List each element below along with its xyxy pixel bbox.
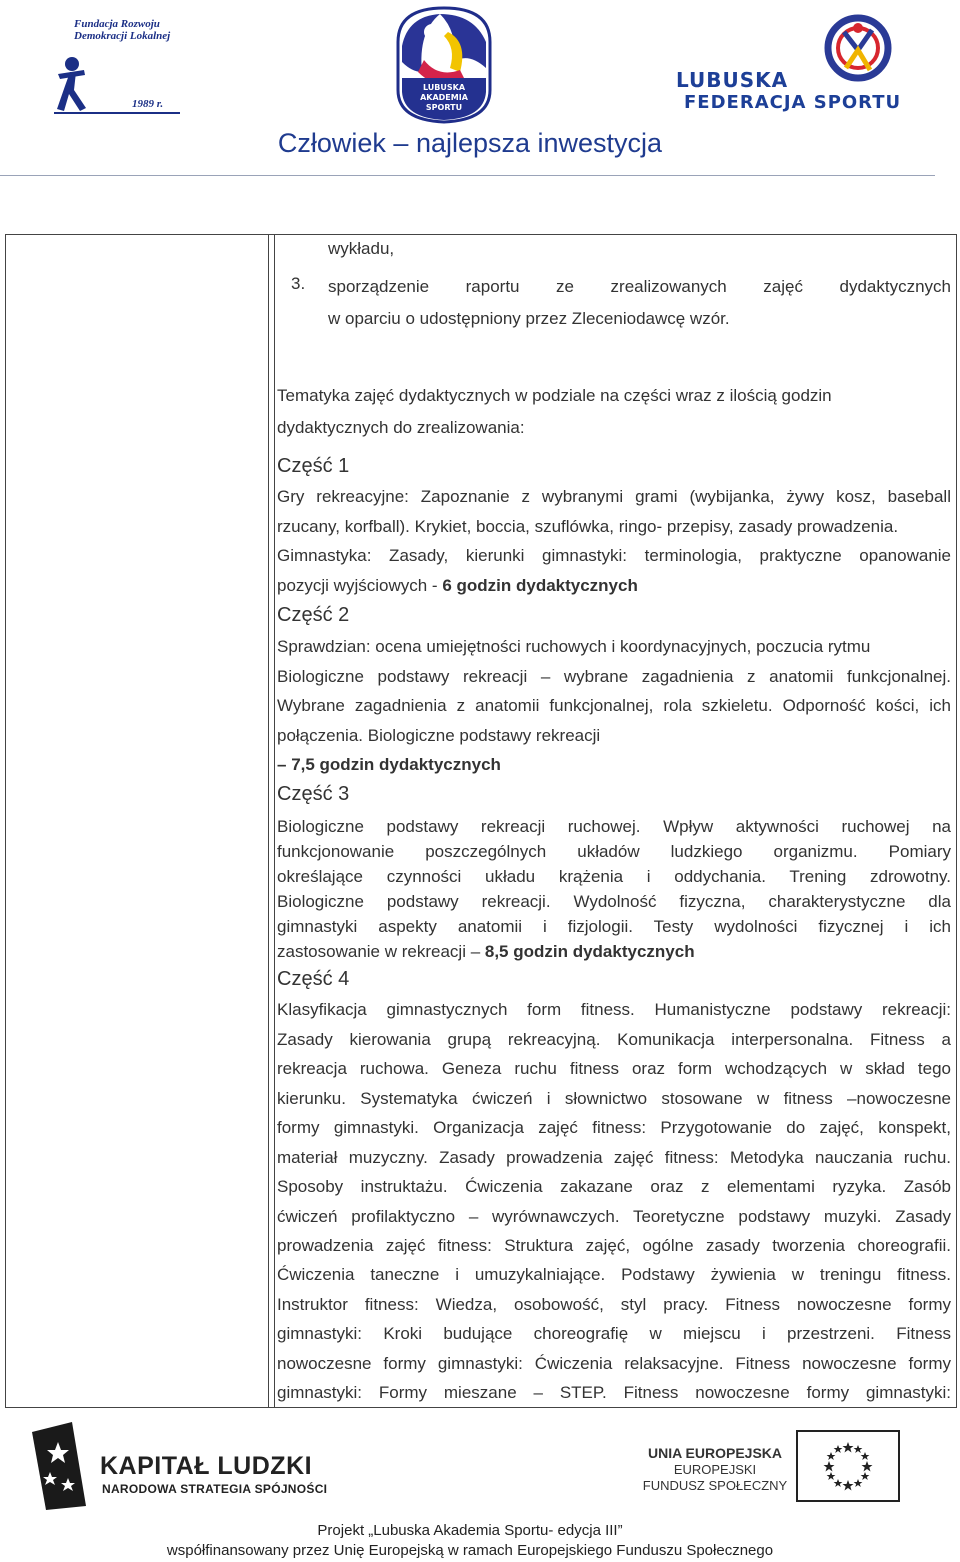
continued-text: wykładu, bbox=[328, 239, 395, 258]
part3-line6-text: zastosowanie w rekreacji – bbox=[277, 942, 485, 961]
part1-line4-text: pozycji wyjściowych - bbox=[277, 576, 443, 595]
part2-dash: – bbox=[277, 755, 292, 774]
part4-line: ćwiczeń profilaktyczno – wyrównawczych. Teoretyczne podstawy muzyki. Zasady bbox=[277, 1207, 951, 1226]
part4-line: gimnastyki: Formy mieszane – STEP. Fitness nowoczesne formy gimnastyki: bbox=[277, 1383, 951, 1402]
part4-line: Instruktor fitness: Wiedza, osobowość, styl pracy. Fitness nowoczesne formy bbox=[277, 1295, 951, 1314]
part4-line: kierunku. Systematyka ćwiczeń i słownictwo stosowane w fitness –nowoczesne bbox=[277, 1089, 951, 1108]
part2-hours: 7,5 godzin dydaktycznych bbox=[291, 755, 501, 774]
intro-line1: Tematyka zajęć dydaktycznych w podziale na części wraz z ilością godzin bbox=[277, 386, 832, 405]
part4-heading: Część 4 bbox=[277, 968, 350, 990]
part1-heading: Część 1 bbox=[277, 455, 350, 477]
frdl-year: 1989 r. bbox=[132, 98, 164, 110]
ue-line3: FUNDUSZ SPOŁECZNY bbox=[642, 1478, 788, 1493]
lfs-line2: FEDERACJA SPORTU bbox=[684, 92, 902, 113]
part2-line3: Wybrane zagadnienia z anatomii funkcjonalnej, rola szkieletu. Odporność kości, ich bbox=[277, 696, 951, 715]
list-item-3-line2: w oparciu o udostępniony przez Zleceniodawcę wzór. bbox=[328, 309, 730, 328]
part3-line5: gimnastyki aspekty anatomii i fizjologii. Testy wydolności fizycznej i ich bbox=[277, 917, 951, 936]
part1-line3: Gimnastyka: Zasady, kierunki gimnastyki: terminologia, praktyczne opanowanie bbox=[277, 546, 951, 565]
las-line1: LUBUSKA bbox=[422, 83, 466, 92]
lfs-line1: LUBUSKA bbox=[676, 68, 789, 92]
frdl-logo bbox=[52, 12, 192, 122]
part3-line3: określające czynności układu krążenia i oddychania. Trening zdrowotny. bbox=[277, 867, 951, 886]
header-divider bbox=[0, 175, 935, 176]
header-motto: Człowiek – najlepsza inwestycja bbox=[277, 128, 663, 158]
part4-line: Klasyfikacja gimnastycznych form fitness. Humanistyczne podstawy rekreacji: bbox=[277, 1000, 951, 1019]
kapital-ludzki-subtitle: NARODOWA STRATEGIA SPÓJNOŚCI bbox=[102, 1482, 328, 1496]
part4-line: Zasady kierowania grupą rekreacyjną. Komunikacja interpersonalna. Fitness a bbox=[277, 1030, 951, 1049]
part4-line: rekreacja ruchowa. Geneza ruchu fitness oraz form wchodzących w skład tego bbox=[277, 1059, 951, 1078]
frdl-underline bbox=[54, 112, 180, 114]
part3-line2: funkcjonowanie poszczególnych układów ludzkiego organizmu. Pomiary bbox=[277, 842, 951, 861]
part2-line4: połączenia. Biologiczne podstawy rekreacji bbox=[277, 726, 601, 745]
part2-heading: Część 2 bbox=[277, 604, 350, 626]
lfs-wordmark bbox=[676, 68, 916, 114]
footer-project-line: Projekt „Lubuska Akademia Sportu- edycja III” bbox=[317, 1522, 623, 1539]
part4-line: nowoczesne formy gimnastyki: Ćwiczenia relaksacyjne. Fitness nowoczesne formy bbox=[277, 1354, 951, 1373]
eu-flag-icon bbox=[796, 1430, 900, 1502]
part4-line: prowadzenia zajęć fitness: Struktura zajęć, ogólne zasady tworzenia choreografii. bbox=[277, 1236, 951, 1255]
list-item-3-line1: sporządzenie raportu ze zrealizowanych zajęć dydaktycznych bbox=[328, 277, 951, 296]
part3-line6 bbox=[277, 939, 951, 964]
kapital-ludzki-emblem-icon bbox=[28, 1420, 90, 1512]
part4-line: Sposoby instruktażu. Ćwiczenia zakazane oraz z elementami ryzyka. Zasób bbox=[277, 1177, 951, 1196]
part4-line: gimnastyki: Kroki budujące choreografię w miejscu i przestrzeni. Fitness bbox=[277, 1324, 951, 1343]
part4-line: formy gimnastyki. Organizacja zajęć fitness: Przygotowanie do zajęć, konspekt, bbox=[277, 1118, 951, 1137]
intro-line2: dydaktycznych do zrealizowania: bbox=[277, 418, 525, 437]
frdl-line2: Demokracji Lokalnej bbox=[74, 30, 171, 42]
part1-hours: 6 godzin dydaktycznych bbox=[442, 576, 638, 595]
part3-line1: Biologiczne podstawy rekreacji ruchowej. Wpływ aktywności ruchowej na bbox=[277, 817, 951, 836]
part1-line2: rzucany, korfball). Krykiet, boccia, szuflówka, ringo- przepisy, zasady prowadzenia. bbox=[277, 517, 899, 536]
part4-line: materiał muzyczny. Zasady prowadzenia zajęć fitness: Metodyka nauczania ruchu. bbox=[277, 1148, 951, 1167]
list-number: 3. bbox=[291, 274, 306, 293]
footer-cofinance-line: współfinansowany przez Unię Europejską w ramach Europejskiego Funduszu Społecznego bbox=[166, 1542, 774, 1559]
table-left-column bbox=[6, 235, 269, 1407]
frdl-line1: Fundacja Rozwoju bbox=[74, 18, 160, 30]
part2-line1: Sprawdzian: ocena umiejętności ruchowych i koordynacyjnych, poczucia rytmu bbox=[277, 637, 871, 656]
part4-line: Ćwiczenia taneczne i umuzykalniające. Podstawy żywienia w treningu fitness. bbox=[277, 1265, 951, 1284]
part1-line1: Gry rekreacyjne: Zapoznanie z wybranymi grami (wybijanka, żywy kosz, baseball bbox=[277, 487, 951, 506]
part2-line5 bbox=[277, 752, 951, 777]
part2-line2: Biologiczne podstawy rekreacji – wybrane zagadnienia z anatomii funkcjonalnej. bbox=[277, 667, 951, 686]
part3-line4: Biologiczne podstawy rekreacji. Wydolność fizyczna, charakterystyczne dla bbox=[277, 892, 951, 911]
part3-heading: Część 3 bbox=[277, 783, 350, 805]
ue-line2: EUROPEJSKI bbox=[673, 1462, 757, 1477]
ue-line1: UNIA EUROPEJSKA bbox=[647, 1445, 783, 1461]
las-logo bbox=[388, 2, 500, 126]
table-inner-border bbox=[274, 235, 275, 1407]
part1-line4 bbox=[277, 573, 951, 598]
las-line2: AKADEMIA bbox=[420, 93, 468, 102]
las-line3: SPORTU bbox=[425, 103, 463, 112]
ue-wordmark bbox=[640, 1444, 790, 1494]
part3-hours: 8,5 godzin dydaktycznych bbox=[484, 942, 695, 961]
kapital-ludzki-title: KAPITAŁ LUDZKI bbox=[100, 1452, 313, 1480]
